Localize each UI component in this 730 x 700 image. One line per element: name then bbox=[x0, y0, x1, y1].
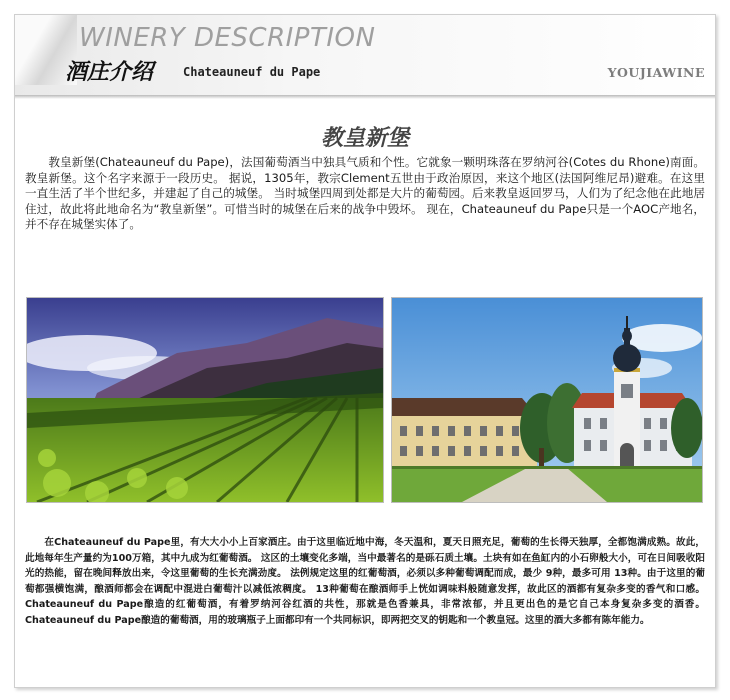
castle-illustration bbox=[392, 298, 702, 502]
page-title: 教皇新堡 bbox=[320, 126, 409, 151]
intro-paragraph: 教皇新堡(Chateauneuf du Pape)，法国葡萄酒当中独具气质和个性。它就象一颗明珠落在罗纳河谷(Cotes du Rhone)南面。教皇新堡。这个名字来源于一段历史。 据说，1305年，教宗Clement五世由于政治原因，来这个地区(法国阿维尼昂)避难。在这里一直生活了半个世纪多，并建起了自己的城堡。 当时城堡四周到处都是大片的葡萄园。后来教皇返回罗马，人们为了纪念他在此地居住过，故此将此地命名为“教皇新堡”。可惜当时的城堡在后来的战争中毁坏。 现在，Chateauneuf du Pape只是一个AOC产地名，并不存在城堡实体了。 bbox=[25, 155, 705, 231]
page-frame bbox=[14, 14, 716, 688]
vineyard-photo bbox=[26, 297, 384, 503]
header-english-title: WINERY DESCRIPTION bbox=[79, 23, 376, 53]
vineyard-illustration bbox=[27, 298, 383, 502]
brand-name: YOUJIAWINE bbox=[607, 65, 705, 80]
body-paragraph: 在Chateauneuf du Pape里，有大大小小上百家酒庄。由于这里临近地中海，冬天温和，夏天日照充足，葡萄的生长得天独厚，全都饱满成熟。故此，此地每年生产量约为100万箱，其中九成为红葡萄酒。 这区的土壤变化多端，当中最著名的是砾石质土壤。土块有如在鱼缸内的小石卵般大小，可在日间吸收阳光的热能，留在晚间释放出来，令这里葡萄的生长充满劲度。 法例规定这里的红葡萄酒，必须以多种葡萄调配而成，最少 9种，最多可用 13种。由于这里的葡萄都强横饱满，酿酒师都会在调配中混进白葡萄汁以减低浓稠度。 13种葡萄在酿酒师手上恍如调味料般随意发挥，故此区的酒都有复杂多变的香气和口感。Chateauneuf du Pape酿造的红葡萄酒，有着罗纳河谷红酒的共性，那就是色香兼具，非常浓郁，并且更出色的是它自己本身复杂多变的酒香。Chateauneuf du Pape酿造的葡萄酒，用的玻璃瓶子上面都印有一个共同标识，即两把交叉的钥匙和一个教皇冠。这里的酒大多都有陈年能力。 bbox=[25, 537, 705, 626]
header-banner bbox=[15, 15, 715, 95]
header-subtitle: Chateauneuf du Pape bbox=[183, 65, 321, 79]
header-chinese-title: 酒庄介绍 bbox=[65, 60, 154, 85]
header-divider bbox=[15, 95, 715, 99]
castle-photo bbox=[391, 297, 703, 503]
